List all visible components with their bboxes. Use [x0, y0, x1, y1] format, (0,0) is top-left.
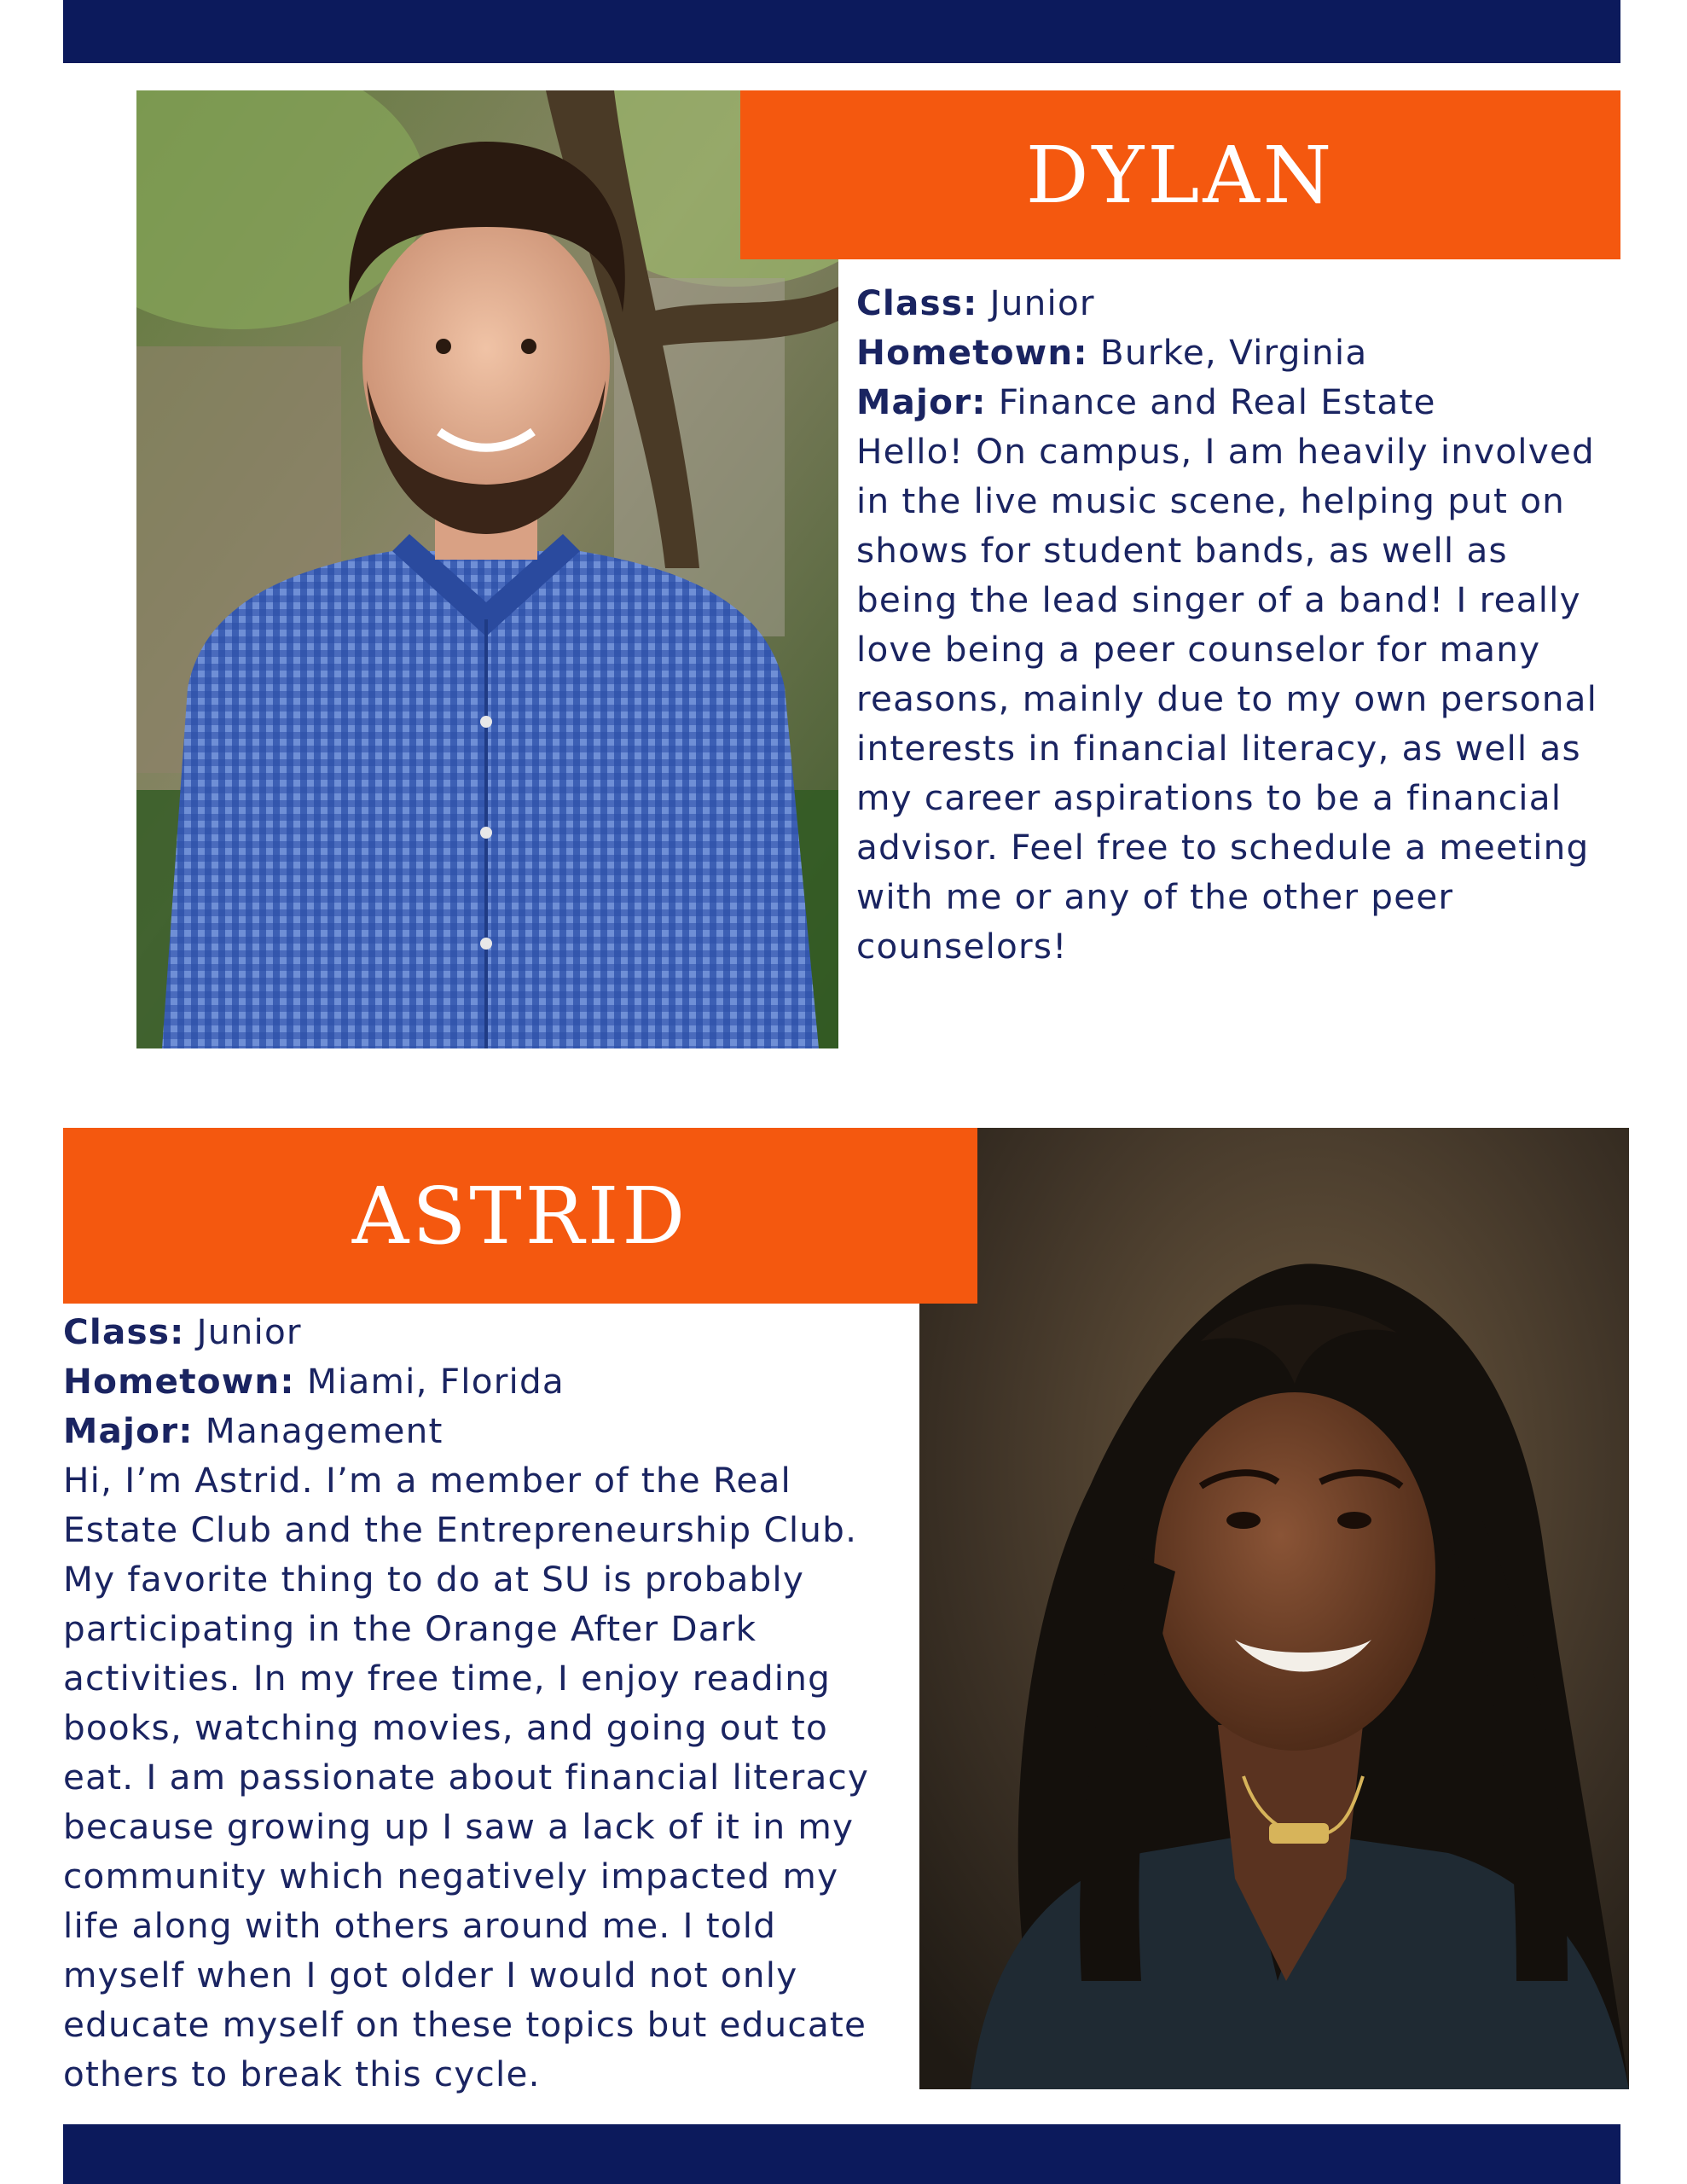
major-label: Major:: [856, 381, 987, 422]
astrid-major-row: [63, 1406, 916, 1455]
astrid-name: ASTRID: [351, 1170, 689, 1262]
dylan-photo: [136, 90, 838, 1048]
hometown-label: Hometown:: [856, 332, 1088, 373]
bio-line: being the lead singer of a band! I really: [856, 579, 1581, 620]
bio-line: life along with others around me. I told: [63, 1905, 777, 1946]
astrid-bio-text: [63, 1455, 916, 2099]
bio-line: books, watching movies, and going out to: [63, 1707, 828, 1748]
astrid-photo: [919, 1128, 1629, 2089]
bio-line: Estate Club and the Entrepreneurship Club.: [63, 1509, 858, 1550]
dylan-hometown-row: [856, 328, 1620, 377]
class-value: Junior: [989, 282, 1095, 323]
dylan-bio-text: [856, 427, 1620, 971]
dylan-class-row: [856, 278, 1620, 328]
bio-line: eat. I am passionate about financial literacy: [63, 1757, 870, 1798]
bio-line: myself when I got older I would not only: [63, 1955, 798, 1995]
bio-line: with me or any of the other peer: [856, 876, 1454, 917]
hometown-label: Hometown:: [63, 1361, 295, 1402]
dylan-major-row: [856, 377, 1620, 427]
bio-line: others to break this cycle.: [63, 2053, 541, 2094]
bio-line: my career aspirations to be a financial: [856, 777, 1562, 818]
bio-line: in the live music scene, helping put on: [856, 480, 1566, 521]
hometown-value: Miami, Florida: [306, 1361, 565, 1402]
dylan-bio: [856, 278, 1620, 971]
dylan-name: DYLAN: [1025, 129, 1336, 221]
bio-line: Hello! On campus, I am heavily involved: [856, 431, 1595, 472]
bio-line: shows for student bands, as well as: [856, 530, 1508, 571]
bio-line: because growing up I saw a lack of it in my: [63, 1806, 855, 1847]
bio-line: counselors!: [856, 926, 1068, 967]
class-label: Class:: [63, 1311, 185, 1352]
astrid-bio: [63, 1307, 916, 2099]
major-value: Finance and Real Estate: [998, 381, 1436, 422]
dylan-name-banner: [740, 90, 1620, 259]
hometown-value: Burke, Virginia: [1099, 332, 1368, 373]
bio-line: participating in the Orange After Dark: [63, 1608, 757, 1649]
bottom-decorative-bar: [63, 2124, 1620, 2184]
class-label: Class:: [856, 282, 978, 323]
bio-line: advisor. Feel free to schedule a meeting: [856, 827, 1590, 868]
major-label: Major:: [63, 1410, 194, 1451]
major-value: Management: [205, 1410, 443, 1451]
class-value: Junior: [196, 1311, 302, 1352]
astrid-name-banner: [63, 1128, 977, 1304]
astrid-hometown-row: [63, 1356, 916, 1406]
bio-line: My favorite thing to do at SU is probably: [63, 1559, 805, 1600]
bio-line: interests in financial literacy, as well as: [856, 728, 1581, 769]
bio-line: activities. In my free time, I enjoy reading: [63, 1658, 831, 1699]
top-decorative-bar: [63, 0, 1620, 63]
bio-line: community which negatively impacted my: [63, 1856, 839, 1896]
astrid-class-row: [63, 1307, 916, 1356]
bio-line: Hi, I’m Astrid. I’m a member of the Real: [63, 1460, 792, 1501]
bio-line: reasons, mainly due to my own personal: [856, 678, 1598, 719]
bio-line: love being a peer counselor for many: [856, 629, 1541, 670]
bio-line: educate myself on these topics but educate: [63, 2004, 867, 2045]
